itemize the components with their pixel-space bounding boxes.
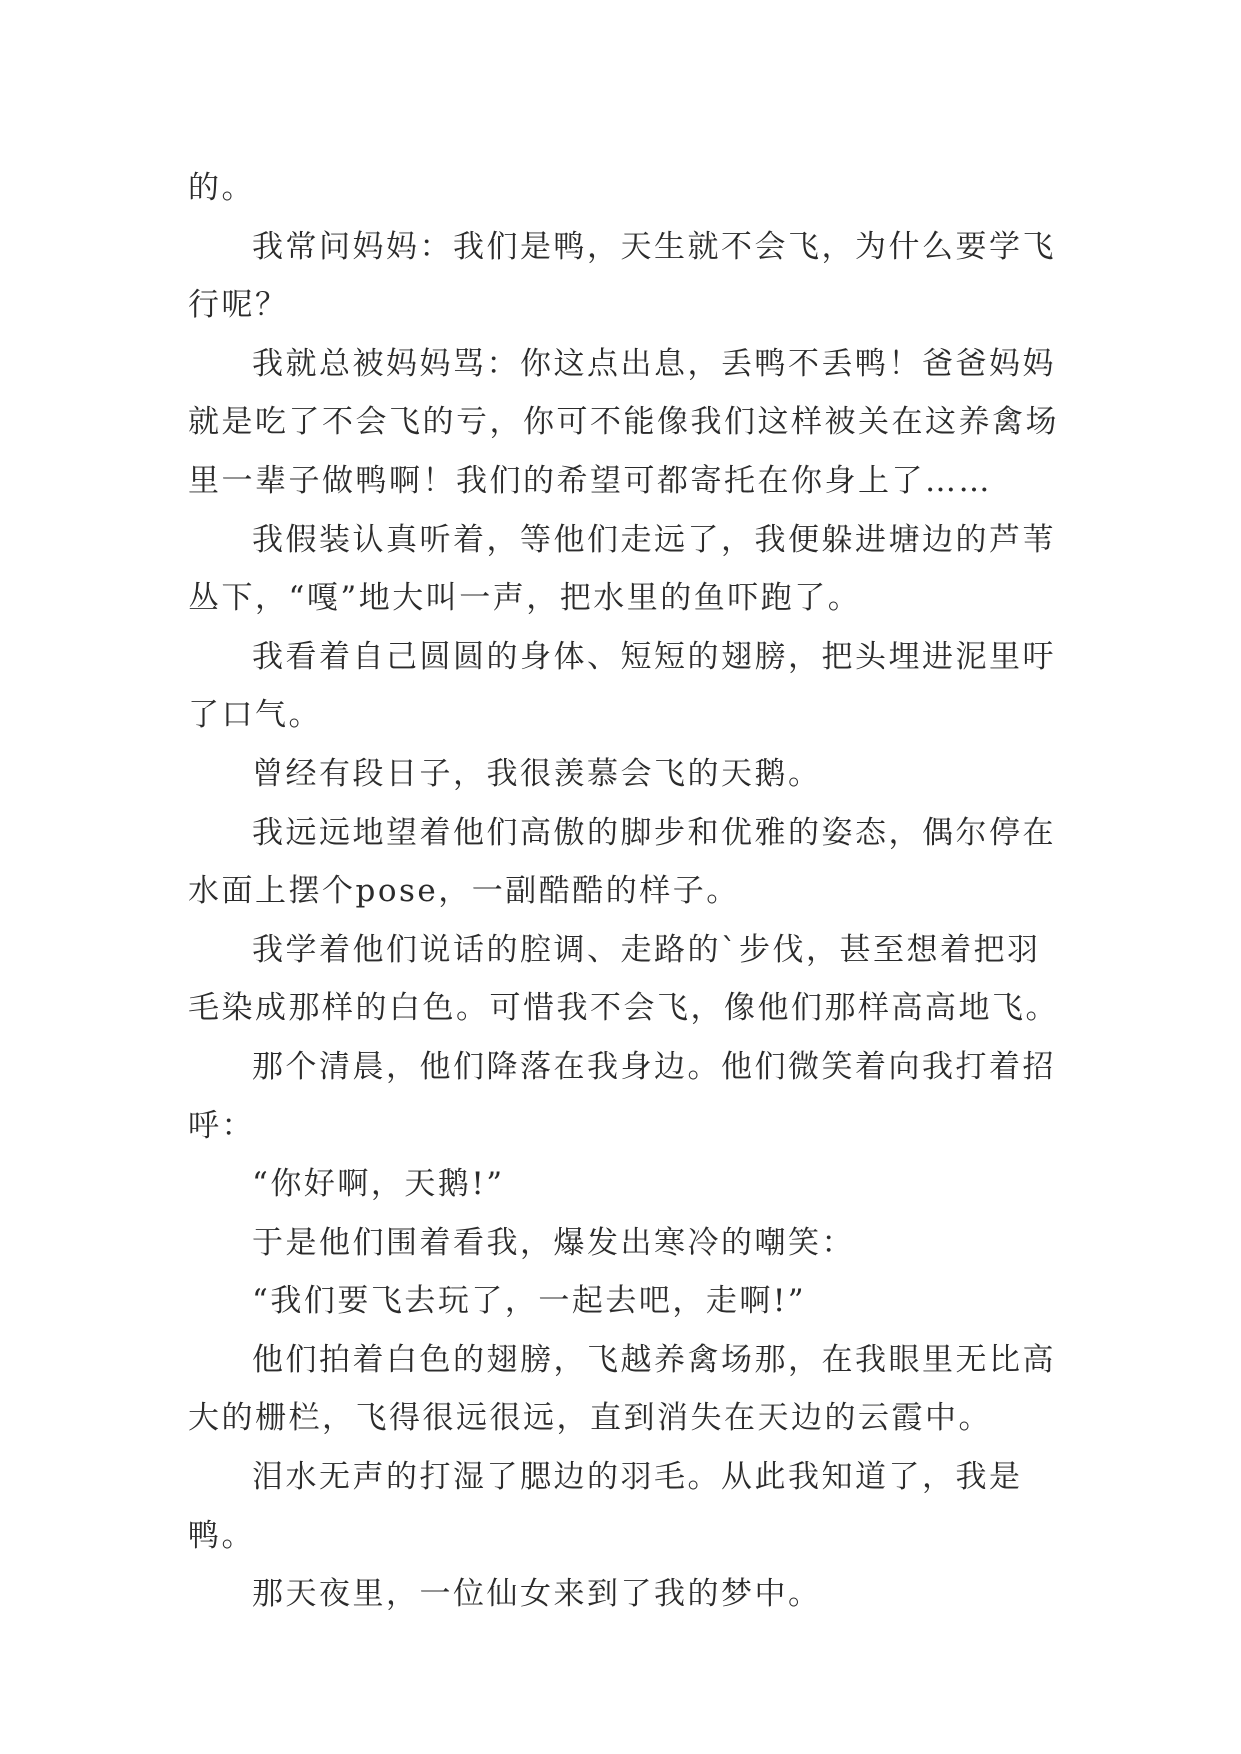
paragraph-12: “我们要飞去玩了，一起去吧，走啊!” xyxy=(252,1283,807,1320)
paragraph-1: 的。 xyxy=(188,170,255,206)
paragraph-7: 我远远地望着他们高傲的脚步和优雅的姿态，偶尔停在水面上摆个pose，一副酷酷的样子。 xyxy=(188,814,1056,910)
paragraph-8: 我学着他们说话的腔调、走路的`步伐，甚至想着把羽毛染成那样的白色。可惜我不会飞，像他们那样高高地飞。 xyxy=(188,931,1059,1027)
paragraph-11: 于是他们围着看我，爆发出寒冷的嘲笑： xyxy=(252,1224,855,1261)
paragraph-13: 他们拍着白色的翅膀，飞越养禽场那，在我眼里无比高大的栅栏，飞得很远很远，直到消失在天边的云霞中。 xyxy=(188,1341,1056,1437)
paragraph-6: 曾经有段日子，我很羡慕会飞的天鹅。 xyxy=(252,755,822,792)
paragraph-14: 泪水无声的打湿了腮边的羽毛。从此我知道了，我是鸭。 xyxy=(188,1459,1023,1554)
paragraph-10: “你好啊，天鹅!” xyxy=(252,1166,505,1203)
document-body xyxy=(188,159,1068,1624)
paragraph-2: 我常问妈妈：我们是鸭，天生就不会飞，为什么要学飞行呢？ xyxy=(188,228,1056,324)
paragraph-15: 那天夜里，一位仙女来到了我的梦中。 xyxy=(252,1576,822,1613)
paragraph-9: 那个清晨，他们降落在我身边。他们微笑着向我打着招呼： xyxy=(188,1048,1056,1144)
paragraph-4: 我假装认真听着，等他们走远了，我便躲进塘边的芦苇丛下，“嘎”地大叫一声，把水里的鱼吓跑了。 xyxy=(188,521,1056,617)
paragraph-5: 我看着自己圆圆的身体、短短的翅膀，把头埋进泥里吁了口气。 xyxy=(188,638,1056,734)
paragraph-3: 我就总被妈妈骂：你这点出息，丢鸭不丢鸭！爸爸妈妈就是吃了不会飞的亏，你可不能像我们这样被关在这养禽场里一辈子做鸭啊！我们的希望可都寄托在你身上了…… xyxy=(188,345,1059,499)
